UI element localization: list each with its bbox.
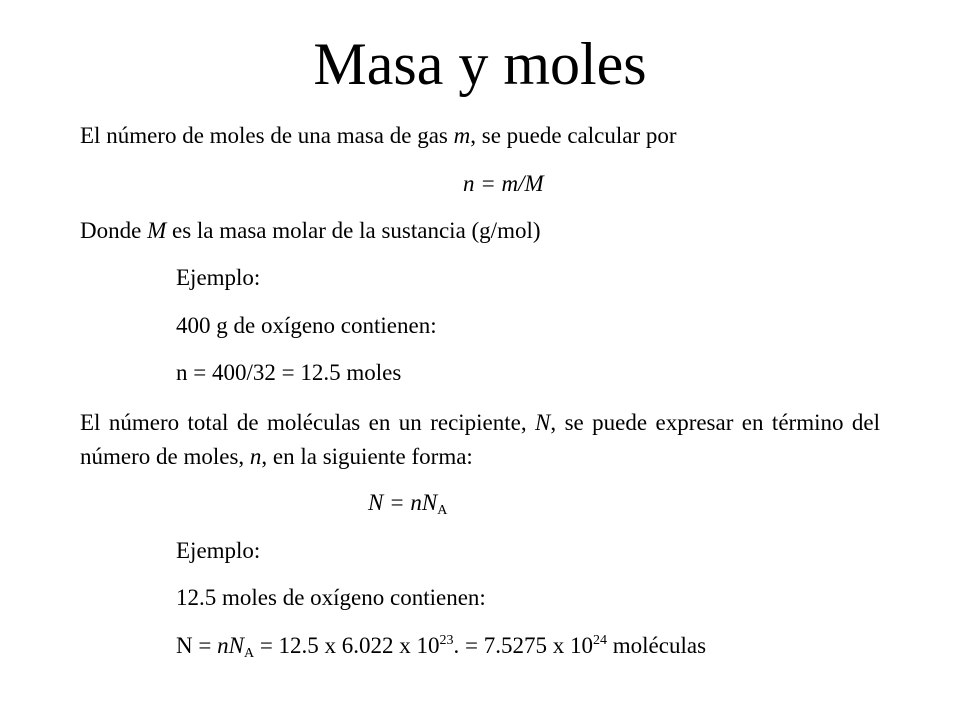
p3-text3: , en la siguiente forma: [261, 444, 473, 469]
formula1-m: m [501, 171, 519, 196]
example2-calculation [176, 632, 706, 660]
formula1-n: n [463, 171, 475, 196]
p1-text-before: El número de moles de una masa de gas [80, 123, 454, 148]
formula2-nN: nN [410, 490, 438, 515]
p3-text1: El número total de moléculas en un recipiente, [80, 410, 536, 435]
formula2-sub-A: A [437, 503, 448, 518]
calc-exp-23: 23 [439, 633, 454, 648]
p1-text-after: , se puede calcular por [470, 123, 677, 148]
formula2-eq: = [383, 490, 411, 515]
example2-label: Ejemplo: [176, 538, 261, 563]
formula1-M: M [524, 171, 544, 196]
calc-sub-A: A [243, 646, 255, 661]
p3-var-n: n [249, 444, 262, 469]
calc-nN: nN [217, 633, 244, 658]
p3-text2: , se puede expresar en término del número de moles, [80, 410, 880, 469]
formula1-slash: / [518, 171, 525, 196]
slide-title: Masa y moles [313, 31, 647, 97]
paragraph-mass-moles [80, 122, 677, 150]
example2-line1: 12.5 moles de oxígeno contienen: [176, 585, 486, 610]
p2-var-M: M [147, 218, 167, 243]
formula1-eq: = [474, 171, 502, 196]
p2-text-after: es la masa molar de la sustancia (g/mol) [166, 218, 541, 243]
paragraph-molecule-count [80, 406, 880, 474]
example1-line1: 400 g de oxígeno contienen: [176, 313, 437, 338]
paragraph-molar-mass [80, 217, 541, 245]
calc-exp-24: 24 [593, 633, 608, 648]
p1-var-m: m [453, 123, 471, 148]
p2-text-before: Donde [80, 218, 148, 243]
p3-var-N: N [535, 410, 551, 435]
calc-start: N = [176, 633, 218, 658]
calc-mid: = 12.5 x 6.022 x 10 [254, 633, 440, 658]
calc-end: moléculas [607, 633, 707, 658]
formula-n-equals-m-over-M [463, 170, 544, 198]
formula-N-equals-nNA [368, 489, 447, 517]
calc-mid2: . = 7.5275 x 10 [453, 633, 594, 658]
example1-label: Ejemplo: [176, 265, 261, 290]
example1-line2: n = 400/32 = 12.5 moles [176, 360, 402, 385]
formula2-N: N [368, 490, 384, 515]
